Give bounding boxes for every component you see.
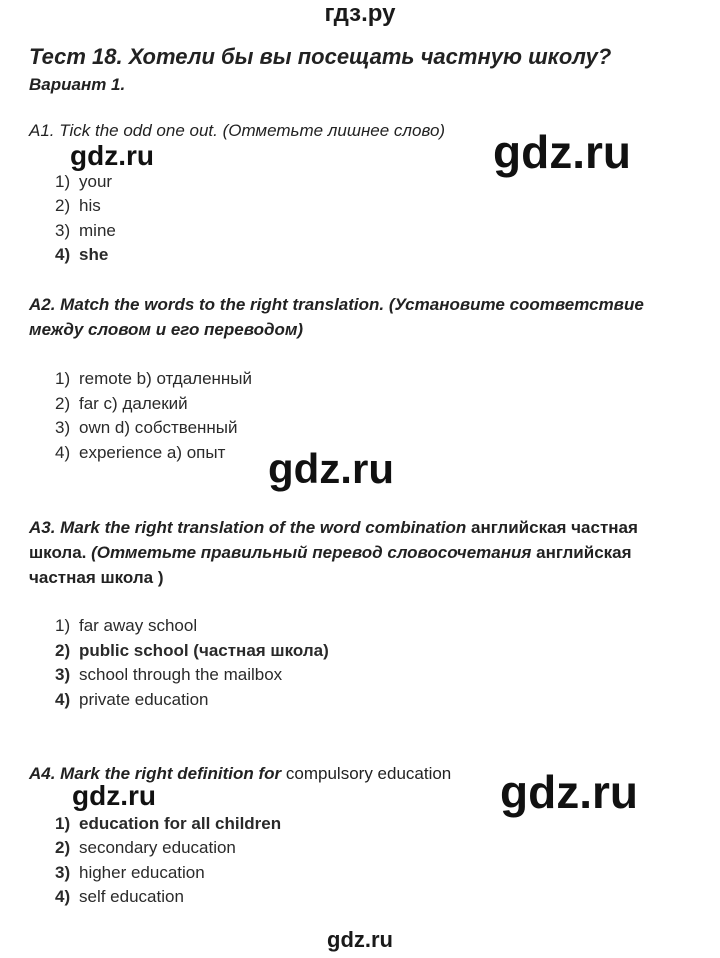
question-a2-line2: между словом и его переводом)	[29, 320, 304, 339]
test-title: Тест 18. Хотели бы вы посещать частную школу?	[29, 44, 612, 69]
answer-a4-3: 3) higher education	[55, 863, 205, 882]
answer-a2-3: 3) own d) собственный	[55, 418, 238, 437]
question-a3-line3: частная школа )	[29, 568, 164, 587]
watermark: gdz.ru	[70, 140, 154, 171]
answer-a1-2: 2) his	[55, 196, 101, 215]
question-a4: A4. Mark the right definition for compulsory education	[29, 764, 452, 783]
answer-a4-1: 1) education for all children	[55, 814, 282, 833]
answer-a2-2: 2) far c) далекий	[55, 394, 188, 413]
answer-a2-1: 1) remote b) отдаленный	[55, 369, 253, 388]
watermark: gdz.ru	[493, 126, 631, 178]
answer-a3-4: 4) private education	[55, 690, 209, 709]
answer-a2-4: 4) experience a) опыт	[55, 443, 226, 462]
answer-a3-3: 3) school through the mailbox	[55, 665, 283, 684]
answer-a1-4: 4) she	[55, 245, 109, 264]
watermark: gdz.ru	[72, 780, 156, 811]
watermark: gdz.ru	[500, 766, 638, 818]
question-a2-line1: A2. Match the words to the right translation. (Установите соответствие	[29, 295, 644, 314]
answer-a4-2: 2) secondary education	[55, 838, 236, 857]
site-footer: gdz.ru	[327, 927, 393, 952]
watermark: gdz.ru	[268, 445, 394, 492]
question-a3-line2: школа. (Отметьте правильный перевод словосочетания английская	[29, 543, 632, 562]
site-header: гдз.ру	[324, 0, 396, 27]
variant-label: Вариант 1.	[29, 75, 126, 94]
answer-a3-2: 2) public school (частная школа)	[55, 641, 329, 660]
answer-a1-3: 3) mine	[55, 221, 116, 240]
answer-a1-1: 1) your	[55, 172, 113, 191]
question-a3-line1: A3. Mark the right translation of the word combination английская частная	[29, 518, 638, 537]
question-a1: A1. Tick the odd one out. (Отметьте лишнее слово)	[29, 121, 446, 140]
answer-a4-4: 4) self education	[55, 887, 184, 906]
answer-a3-1: 1) far away school	[55, 616, 198, 635]
